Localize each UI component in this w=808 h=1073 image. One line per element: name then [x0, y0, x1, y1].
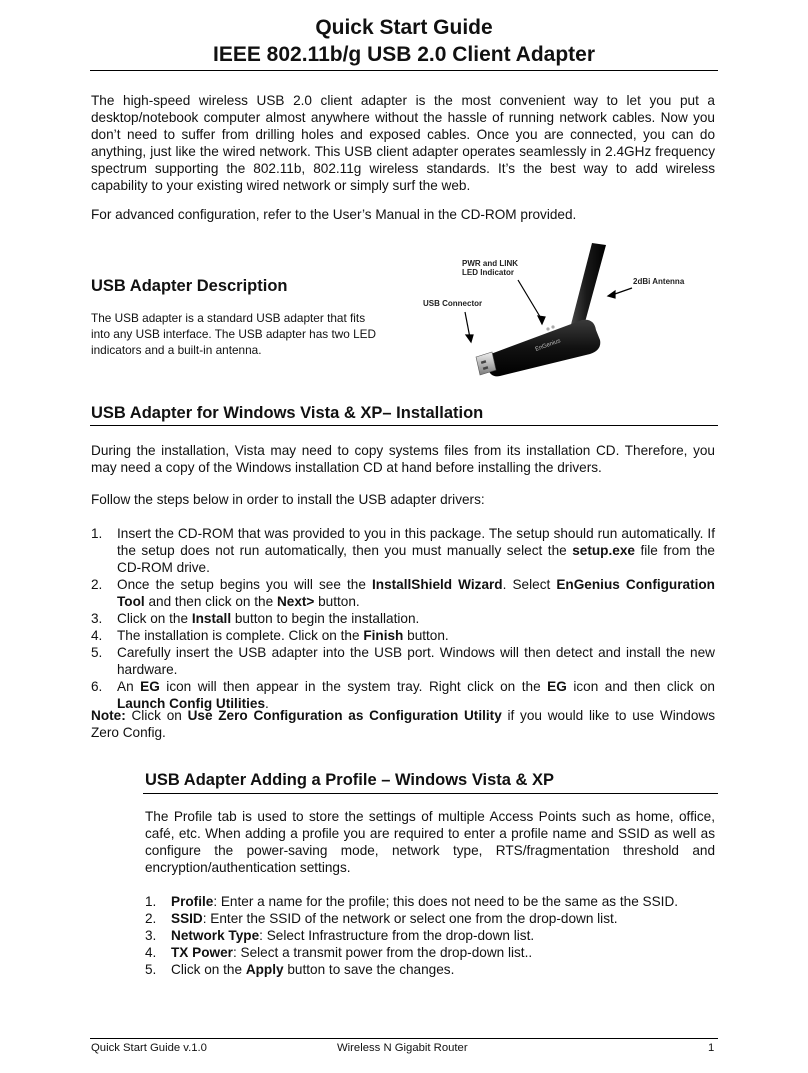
arrow-usb: [465, 312, 470, 338]
usb-adapter-illustration: [410, 240, 720, 385]
footer-rule: [90, 1038, 718, 1039]
installation-heading-rule: [90, 425, 718, 426]
installation-steps-intro: Follow the steps below in order to install the USB adapter drivers:: [91, 492, 485, 507]
arrow-led: [518, 280, 542, 320]
profile-step: 1. Profile: Enter a name for the profile; this does not need to be the same as the SSID.: [145, 894, 679, 909]
profile-step: 4. TX Power: Select a transmit power from the drop-down list..: [145, 945, 533, 960]
profile-step: 2. SSID: Enter the SSID of the network or select one from the drop-down list.: [145, 911, 618, 926]
label-pwr-link-line2: LED Indicator: [462, 268, 515, 277]
profile-step: 5. Click on the Apply button to save the changes.: [145, 962, 455, 977]
installation-step: 4. The installation is complete. Click on the Finish button.: [91, 628, 449, 643]
installation-step: 2. Once the setup begins you will see the InstallShield Wizard. Select EnGenius Configuration Tool and then click on the Next> button.: [91, 577, 715, 609]
installation-step: 5. Carefully insert the USB adapter into the USB port. Windows will then detect and install the new hardware.: [91, 645, 715, 677]
profile-intro: The Profile tab is used to store the settings of multiple Access Points such as home, office, café, etc. When adding a profile you are required to enter a profile name and SSID as well as configure the power-saving mode, network type, RTS/fragmentation threshold and encryption/authentication settings.: [145, 809, 715, 875]
footer-page-number: 1: [708, 1042, 715, 1054]
description-heading: USB Adapter Description: [91, 277, 288, 295]
installation-step: 1. Insert the CD-ROM that was provided to you in this package. The setup should run automatically. If the setup does not run automatically, then you must manually select the setup.exe file from the CD-ROM drive.: [91, 526, 715, 575]
profile-steps: [145, 893, 715, 978]
doc-title-line1: Quick Start Guide: [315, 16, 493, 39]
installation-note: Note: Click on Use Zero Configuration as Configuration Utility if you would like to use Windows Zero Config.: [91, 708, 716, 740]
installation-intro: During the installation, Vista may need to copy systems files from its installation CD. Therefore, you may need a copy of the Windows installation CD at hand before installing the drivers.: [91, 443, 715, 475]
advanced-config-paragraph: For advanced configuration, refer to the User’s Manual in the CD-ROM provided.: [91, 207, 577, 222]
title-rule: [90, 70, 718, 71]
usb-adapter-figure: [410, 240, 720, 385]
installation-steps: [91, 525, 715, 712]
label-antenna: 2dBi Antenna: [633, 277, 685, 286]
profile-heading-rule: [143, 793, 718, 794]
label-usb-connector: USB Connector: [423, 299, 483, 308]
profile-heading: USB Adapter Adding a Profile – Windows Vista & XP: [145, 771, 555, 789]
brand-logo-text: EnGenius: [534, 338, 562, 353]
description-text: The USB adapter is a standard USB adapter that fits into any USB interface. The USB adapter has two LED indicators and a built-in antenna.: [91, 311, 377, 357]
installation-heading: USB Adapter for Windows Vista & XP– Installation: [91, 404, 484, 422]
label-pwr-link-line1: PWR and LINK: [462, 259, 518, 268]
footer-left: Quick Start Guide v.1.0: [91, 1042, 207, 1054]
intro-paragraph: The high-speed wireless USB 2.0 client adapter is the most convenient way to let you put a desktop/notebook computer almost anywhere without the hassle of running network cables. Now you don’t need to suffer from drilling holes and exposed cables. Once you are connected, you can do anything, just like the wired network. This USB client adapter operates seamlessly in 2.4GHz frequency spectrum supporting the 802.11b, 802.11g wireless standards. It’s the best way to add wireless capability to your existing wired network or simply surf the web.: [91, 93, 715, 193]
led-indicator: [551, 325, 554, 328]
footer-center: Wireless N Gigabit Router: [337, 1042, 468, 1054]
profile-step: 3. Network Type: Select Infrastructure from the drop-down list.: [145, 928, 535, 943]
doc-title-line2: IEEE 802.11b/g USB 2.0 Client Adapter: [212, 43, 596, 66]
installation-step: 6. An EG icon will then appear in the system tray. Right click on the EG icon and then click on Launch Config Utilities.: [91, 679, 715, 711]
installation-step: 3. Click on the Install button to begin the installation.: [91, 611, 420, 626]
led-indicator: [546, 327, 549, 330]
